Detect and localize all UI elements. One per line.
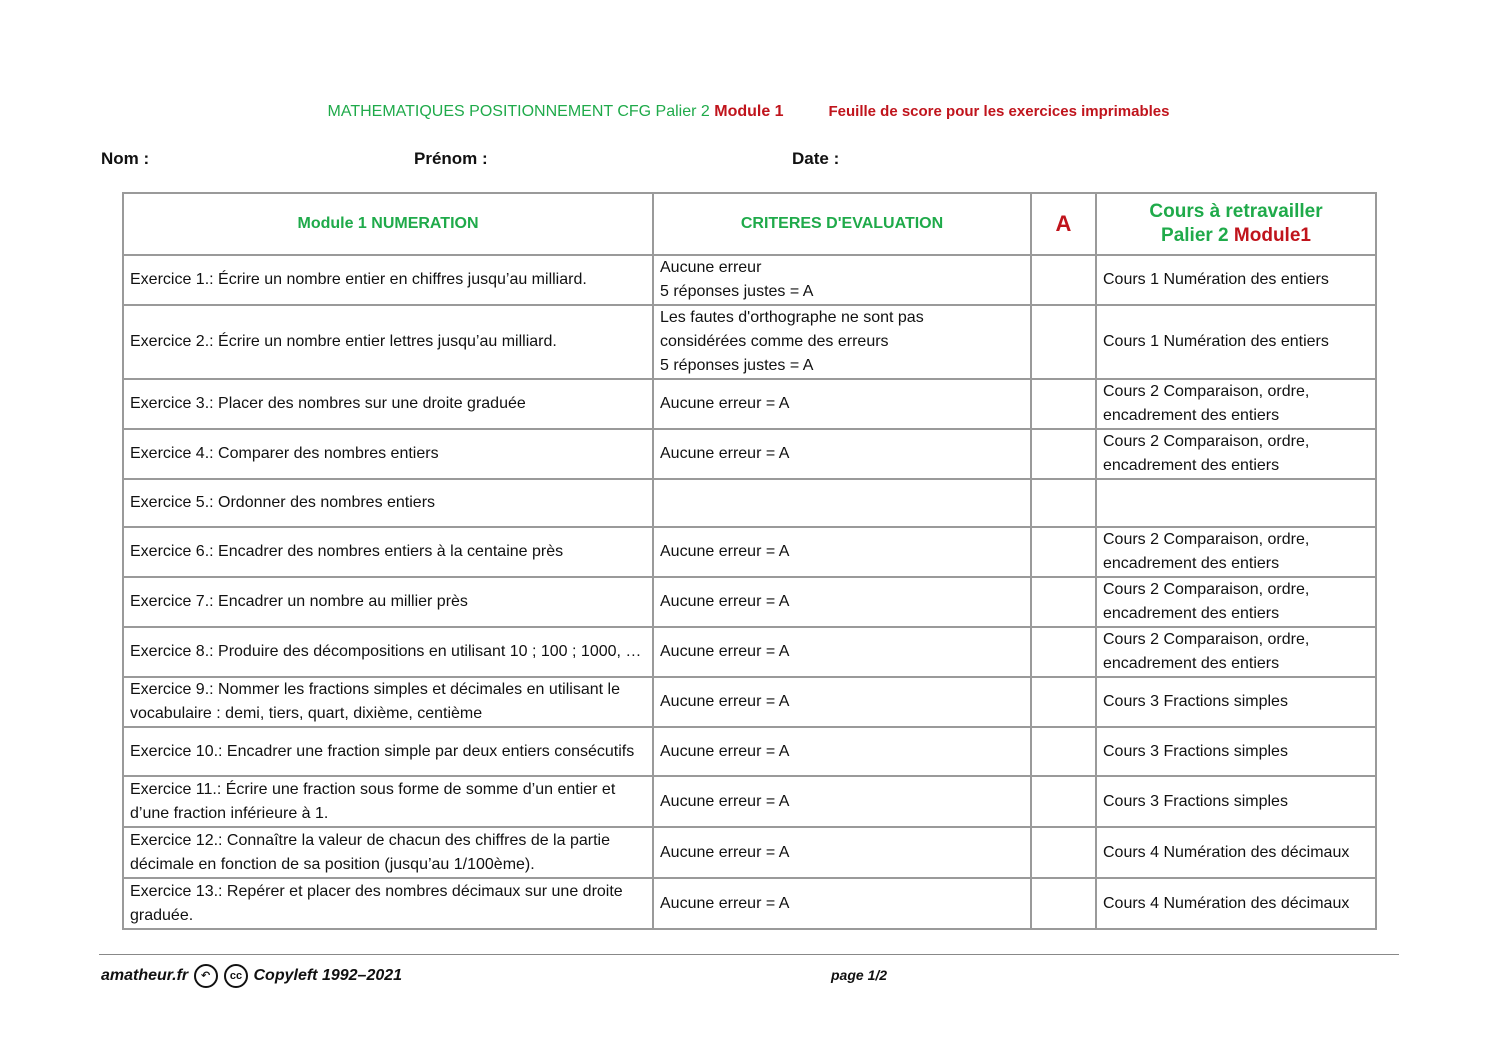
document-title [0, 103, 1497, 121]
criteria-line: Aucune erreur = A [660, 693, 790, 710]
exercise-cell: Exercice 7.: Encadrer un nombre au millier près [123, 577, 653, 627]
exercise-cell: Exercice 6.: Encadrer des nombres entiers à la centaine près [123, 527, 653, 577]
footer-copyleft: Copyleft 1992–2021 [253, 967, 403, 985]
exercise-cell: Exercice 1.: Écrire un nombre entier en chiffres jusqu’au milliard. [123, 255, 653, 305]
table-row [123, 878, 1376, 929]
table-row [123, 776, 1376, 827]
course-cell: Cours 4 Numération des décimaux [1096, 878, 1376, 929]
table-row [123, 305, 1376, 379]
criteria-cell [653, 776, 1031, 827]
course-cell: Cours 3 Fractions simples [1096, 677, 1376, 727]
criteria-cell [653, 429, 1031, 479]
table-row [123, 677, 1376, 727]
course-cell: Cours 1 Numération des entiers [1096, 255, 1376, 305]
title-sheet: Feuille de score pour les exercices imprimables [828, 103, 1170, 120]
criteria-cell [653, 379, 1031, 429]
criteria-cell [653, 255, 1031, 305]
criteria-line: Aucune erreur = A [660, 643, 790, 660]
header-course: Cours à retravailler Palier 2 Module1 [1096, 193, 1376, 255]
score-a-cell[interactable] [1031, 429, 1096, 479]
score-a-cell[interactable] [1031, 677, 1096, 727]
exercise-cell: Exercice 4.: Comparer des nombres entiers [123, 429, 653, 479]
footer-site: amatheur.fr [101, 967, 189, 985]
score-a-cell[interactable] [1031, 878, 1096, 929]
criteria-cell [653, 305, 1031, 379]
table-row [123, 527, 1376, 577]
criteria-cell [653, 479, 1031, 527]
prenom-label: Prénom : [414, 149, 488, 168]
cc-icon: cc [224, 964, 248, 988]
nom-label: Nom : [101, 149, 150, 168]
footer-divider [99, 954, 1399, 955]
criteria-line: Aucune erreur = A [660, 395, 790, 412]
table-row [123, 429, 1376, 479]
criteria-cell [653, 878, 1031, 929]
exercise-cell: Exercice 12.: Connaître la valeur de chacun des chiffres de la partie décimale en fonction de sa position (jusqu’au 1/100ème). [123, 827, 653, 878]
exercise-cell: Exercice 13.: Repérer et placer des nombres décimaux sur une droite graduée. [123, 878, 653, 929]
course-cell [1096, 479, 1376, 527]
date-label: Date : [792, 149, 840, 168]
course-cell: Cours 4 Numération des décimaux [1096, 827, 1376, 878]
criteria-line: 5 réponses justes = A [660, 283, 814, 300]
score-a-cell[interactable] [1031, 577, 1096, 627]
exercise-cell: Exercice 3.: Placer des nombres sur une droite graduée [123, 379, 653, 429]
course-cell: Cours 2 Comparaison, ordre, encadrement des entiers [1096, 527, 1376, 577]
table-row [123, 379, 1376, 429]
exercise-cell: Exercice 8.: Produire des décompositions en utilisant 10 ; 100 ; 1000, … [123, 627, 653, 677]
copyleft-icon: ↶ [194, 964, 218, 988]
score-a-cell[interactable] [1031, 255, 1096, 305]
criteria-line: considérées comme des erreurs [660, 333, 889, 350]
footer-page: page 1/2 [831, 967, 888, 983]
criteria-line: Aucune erreur = A [660, 843, 790, 861]
criteria-cell [653, 577, 1031, 627]
exercise-cell: Exercice 2.: Écrire un nombre entier lettres jusqu’au milliard. [123, 305, 653, 379]
score-a-cell[interactable] [1031, 527, 1096, 577]
course-cell: Cours 3 Fractions simples [1096, 727, 1376, 776]
criteria-line: Aucune erreur [660, 259, 762, 276]
score-a-cell[interactable] [1031, 627, 1096, 677]
score-a-cell[interactable] [1031, 479, 1096, 527]
table-row [123, 255, 1376, 305]
header-module: Module 1 NUMERATION [123, 193, 653, 255]
course-cell: Cours 2 Comparaison, ordre, encadrement des entiers [1096, 379, 1376, 429]
criteria-cell [653, 727, 1031, 776]
exercise-cell: Exercice 9.: Nommer les fractions simples et décimales en utilisant le vocabulaire : demi, tiers, quart, dixième, centième [123, 677, 653, 727]
score-a-cell[interactable] [1031, 305, 1096, 379]
criteria-line: Aucune erreur = A [660, 894, 790, 912]
footer-credits [101, 964, 402, 988]
title-main: MATHEMATIQUES POSITIONNEMENT CFG Palier 2 [327, 103, 710, 120]
criteria-line: Les fautes d'orthographe ne sont pas [660, 309, 924, 326]
criteria-cell [653, 677, 1031, 727]
course-cell: Cours 2 Comparaison, ordre, encadrement des entiers [1096, 577, 1376, 627]
table-header-row [123, 193, 1376, 255]
score-a-cell[interactable] [1031, 776, 1096, 827]
criteria-line: Aucune erreur = A [660, 593, 790, 610]
exercise-cell: Exercice 10.: Encadrer une fraction simple par deux entiers consécutifs [123, 727, 653, 776]
criteria-cell [653, 527, 1031, 577]
course-cell: Cours 3 Fractions simples [1096, 776, 1376, 827]
table-row [123, 577, 1376, 627]
score-a-cell[interactable] [1031, 827, 1096, 878]
criteria-line: Aucune erreur = A [660, 445, 790, 462]
course-cell: Cours 2 Comparaison, ordre, encadrement des entiers [1096, 429, 1376, 479]
course-cell: Cours 1 Numération des entiers [1096, 305, 1376, 379]
score-a-cell[interactable] [1031, 727, 1096, 776]
criteria-line: 5 réponses justes = A [660, 357, 814, 374]
table-row [123, 827, 1376, 878]
course-cell: Cours 2 Comparaison, ordre, encadrement des entiers [1096, 627, 1376, 677]
header-criteria: CRITERES D'EVALUATION [653, 193, 1031, 255]
exercise-cell: Exercice 5.: Ordonner des nombres entiers [123, 479, 653, 527]
table-row [123, 727, 1376, 776]
criteria-line: Aucune erreur = A [660, 742, 790, 760]
criteria-line: Aucune erreur = A [660, 792, 790, 810]
exercise-cell: Exercice 11.: Écrire une fraction sous forme de somme d’un entier et d’une fraction inférieure à 1. [123, 776, 653, 827]
criteria-line: Aucune erreur = A [660, 543, 790, 560]
header-a: A [1031, 193, 1096, 255]
score-a-cell[interactable] [1031, 379, 1096, 429]
title-module: Module 1 [714, 103, 784, 120]
criteria-cell [653, 627, 1031, 677]
table-row [123, 627, 1376, 677]
table-row [123, 479, 1376, 527]
criteria-cell [653, 827, 1031, 878]
score-table [122, 192, 1377, 930]
